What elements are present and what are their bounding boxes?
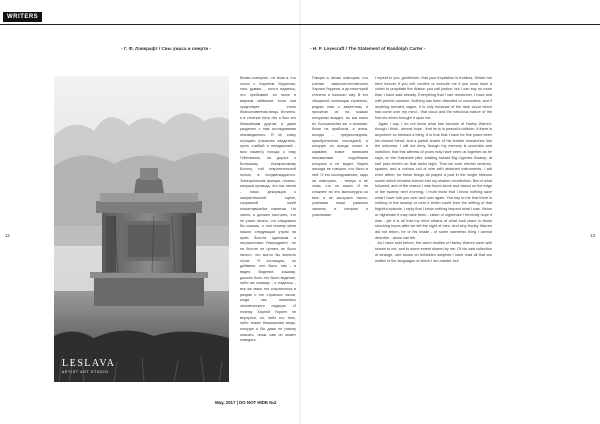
tomb-illustration xyxy=(54,76,229,382)
english-column: I repeat to you, gentlemen, that your inquisition is fruitless. Detain me here forever if you will; confine or execute me if you must have a victim to propitiate the illusion you call justice; but I can say no more than I have said already. Everything that I can remember, I have told with perfect candour. Nothing has been distorted or concealed, and if anything remains vague, it is only because of the dark cloud which has come over my mind - that cloud and the nebulous nature of the horrors which brought it upon me. Again I say, I do not know what has become of Harley Warren; though I think - almost hope - that he is in peaceful oblivion, if there is anywhere so blessed a thing. It is true that I have for five years been his closest friend, and a partial sharer of his terrible researches into the unknown. I will not deny, though my memory is uncertain and indistinct, that this witness of yours may have seen us together as he says, on the Gainsville pike, walking toward Big Cypress Swamp, at half past eleven on that awful night. That we bore electric lanterns, spades, and a curious coil of wire with attached instruments, I will even affirm; for these things all played a part in the single hideous scene which remains burned into my shaken recollection. But of what followed, and of the reason I was found alone and dazed on the edge of the swamp next morning, I must insist that I know nothing save what I have told you over and over again. You say to me that there is nothing in the swamp or near it which could form the setting of that frightful episode. I reply that I know nothing beyond what I saw. Vision or nightmare it may have been - vision or nightmare I fervently hope it was - yet it is all that my mind retains of what took place in those shocking hours after we left the sight of men. And why Harley Warren did not return, he or his shade - or some nameless thing I cannot describe - alone can tell. As I have said before, the weird studies of Harley Warren were well known to me, and to some extent shared by me. Of his vast collection of strange, rare books on forbidden subjects I have read all that are written in the languages of which I am master; but xyxy=(375,76,492,263)
page-gutter xyxy=(299,0,301,424)
left-page-number: 12 xyxy=(5,233,10,238)
section-tag: WRITERS xyxy=(3,12,42,22)
logo-wordmark: LESLAVA xyxy=(62,358,116,369)
photographer-logo xyxy=(62,358,115,374)
right-page-number: 13 xyxy=(590,233,595,238)
right-page-header: - H. P. Lovecraft / The Statement of Randolph Carter - xyxy=(310,46,426,51)
footer-issue: May, 2017 | DO NOT HIDE №2 xyxy=(215,400,277,405)
header-rule xyxy=(0,24,600,25)
cemetery-photo xyxy=(54,76,229,382)
russian-column-1: Вновь повторяю - не знаю я, что стало с Харлеем Уорреном, хоть думаю, - почти надеюсь, что пребывает он ныне в мирном забвении, если там существует столь благословенная вещь. Истинно, я в течение пяти лет я был его ближайшим другом, и даже разделял с ним исследования неизведанного. Я не стану отрицать (нашелся свидетель, пусть слабый и ненадежный - моя память) похода к пику Гейнсвилль, на дороге к Большому Кипарисовому Болоту, той отвратительной ночью, в полдвенадцатого. Электрические фонари, лопаты, катушка провода, что мы несли - лишь декорации к омерзительной сцене, сохранной моей пошатнувшейся памятью. Но затем, я должен настоять, что не утаил ничего, что следовало бы сказать, о том почему меня нашли следующим утром на краю болота одиноким и потрясенным. Утверждаете - не на болоте не гуляют, не было ничего, что могло бы вселить страх. Я соглашусь, но добавлю, оно было там - я видел. Видение, кошмар, должно быть это было видение, либо же кошмар - я надеюсь - все же лишь это сохранилось в разуме с тех странных часов, когда мы лишились человеческого надзора. И почему Харлей Уоррен не вернулся, он, либо его тень, либо некая безымянная вещь, которую я бы даже не рискну описать, лишь сам он может поведать. xyxy=(240,76,298,343)
left-page-header: - Г. Ф. Лавкрафт / Свы ужаса и смерти - xyxy=(121,46,211,51)
russian-column-2: Говорю я, вновь повторяю, что учения сверхъестественного Харлея Уоррена, и до некоторой степени я поносил ему. В его обширной коллекции странных, редких книг о запретном, я прочитал их на языках которыми владел, но как мало их. Большинство же, я полагаю, были на арабском, а книга, исходя - предпоследняя, приобретенная последней, и которую он всегда носил в кармане, вовсе написана письменами подобными которым я не видел. Варен никогда не говорил, что было в ней. О его исследованиях, надо ли повторять, - теперь я не знаю, что он искал. И не сложнее ли это милосердно ко мне, я не заслужил такого, учитывая наши ужасные занятия, в которые я участвовал xyxy=(312,76,370,217)
logo-subtitle: ARTIST ART STUDIO xyxy=(62,370,109,374)
